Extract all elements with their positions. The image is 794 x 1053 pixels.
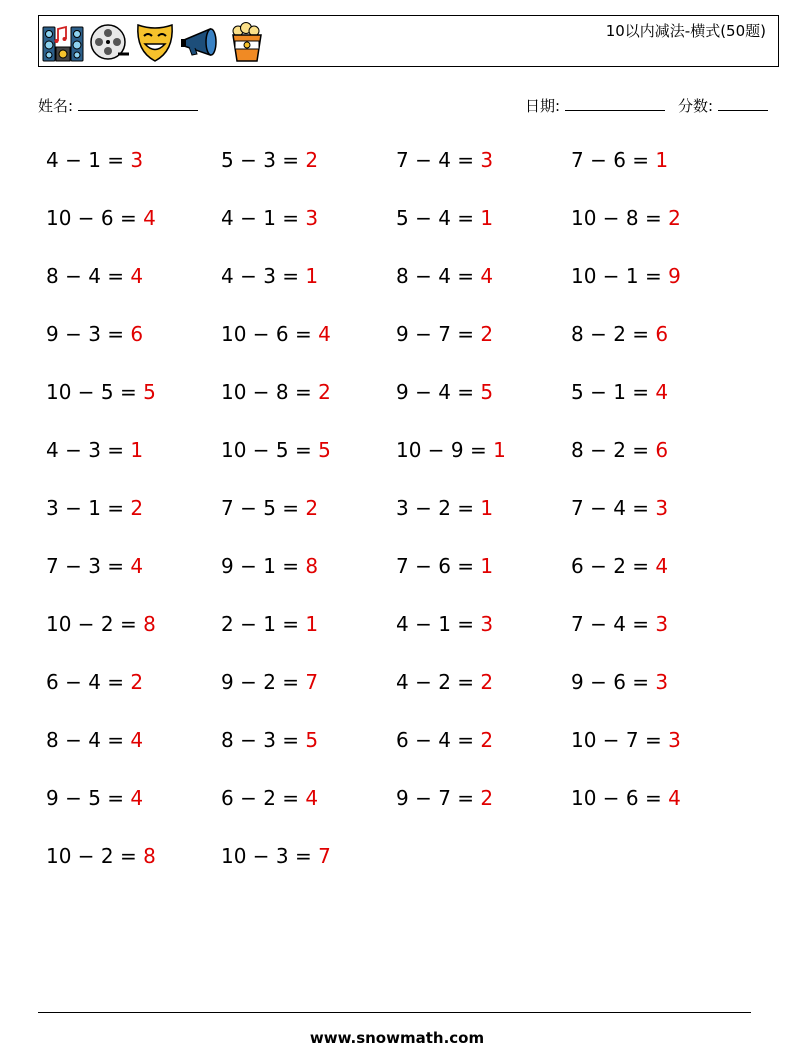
- problem-answer: 2: [130, 496, 144, 520]
- problem-item: [46, 264, 143, 288]
- problem-item: [396, 380, 493, 404]
- problem-question: 4 − 3 =: [221, 264, 306, 288]
- problem-item: [396, 612, 493, 636]
- problem-item: [571, 786, 681, 810]
- problem-question: 3 − 1 =: [46, 496, 131, 520]
- problem-item: [221, 554, 318, 578]
- problem-answer: 2: [305, 148, 319, 172]
- problem-answer: 4: [668, 786, 681, 810]
- problem-answer: 3: [655, 496, 669, 520]
- problem-question: 10 − 3 =: [221, 844, 319, 868]
- problem-question: 4 − 1 =: [396, 612, 481, 636]
- problem-question: 7 − 3 =: [46, 554, 131, 578]
- problem-answer: 1: [480, 206, 494, 230]
- problem-question: 10 − 9 =: [396, 438, 494, 462]
- problem-answer: 5: [318, 438, 331, 462]
- score-field: [678, 95, 768, 116]
- speakers-music-icon: [42, 21, 84, 63]
- problem-item: [46, 612, 156, 636]
- problem-answer: 1: [130, 438, 144, 462]
- problem-item: [221, 322, 331, 346]
- name-blank: [78, 96, 198, 111]
- problem-question: 10 − 8 =: [571, 206, 669, 230]
- problem-answer: 2: [480, 786, 494, 810]
- problem-question: 8 − 3 =: [221, 728, 306, 752]
- problem-answer: 6: [655, 438, 669, 462]
- problem-answer: 5: [305, 728, 319, 752]
- problem-answer: 2: [480, 728, 494, 752]
- problem-question: 5 − 3 =: [221, 148, 306, 172]
- problem-item: [396, 496, 493, 520]
- worksheet-title: 10以内减法-横式(50题): [605, 22, 766, 40]
- problem-item: [221, 786, 318, 810]
- problem-item: [221, 206, 318, 230]
- problem-question: 9 − 5 =: [46, 786, 131, 810]
- film-reel-icon: [88, 21, 130, 63]
- problem-item: [396, 554, 493, 578]
- problem-question: 10 − 1 =: [571, 264, 669, 288]
- problem-answer: 2: [305, 496, 319, 520]
- problem-answer: 4: [143, 206, 156, 230]
- problem-question: 5 − 4 =: [396, 206, 481, 230]
- date-field: [525, 95, 665, 116]
- problem-answer: 3: [655, 670, 669, 694]
- score-blank: [718, 96, 768, 111]
- problem-item: [221, 264, 318, 288]
- problem-item: [46, 496, 143, 520]
- problem-answer: 3: [668, 728, 681, 752]
- problem-answer: 6: [130, 322, 144, 346]
- problem-answer: 1: [480, 554, 494, 578]
- problem-item: [46, 206, 156, 230]
- problem-item: [571, 728, 681, 752]
- megaphone-icon: [180, 21, 222, 63]
- problem-question: 4 − 1 =: [221, 206, 306, 230]
- problem-answer: 8: [143, 612, 156, 636]
- problem-question: 7 − 6 =: [571, 148, 656, 172]
- problem-item: [46, 438, 143, 462]
- footer-website: www.snowmath.com: [309, 1029, 485, 1047]
- problem-answer: 1: [493, 438, 506, 462]
- name-label: 姓名:: [38, 97, 74, 115]
- problem-question: 8 − 4 =: [396, 264, 481, 288]
- problem-item: [221, 844, 331, 868]
- problem-question: 9 − 7 =: [396, 786, 481, 810]
- problem-answer: 8: [143, 844, 156, 868]
- problem-answer: 1: [480, 496, 494, 520]
- problem-item: [46, 380, 156, 404]
- problem-item: [396, 786, 493, 810]
- problem-answer: 2: [130, 670, 144, 694]
- problem-answer: 6: [655, 322, 669, 346]
- problem-answer: 3: [655, 612, 669, 636]
- problem-item: [571, 380, 668, 404]
- problem-item: [46, 554, 143, 578]
- problem-item: [46, 786, 143, 810]
- problem-answer: 2: [480, 670, 494, 694]
- problem-item: [571, 148, 668, 172]
- problem-item: [571, 496, 668, 520]
- problem-item: [221, 496, 318, 520]
- problem-answer: 3: [130, 148, 144, 172]
- problem-question: 10 − 7 =: [571, 728, 669, 752]
- problem-item: [571, 554, 668, 578]
- problem-item: [396, 728, 493, 752]
- problem-answer: 7: [305, 670, 319, 694]
- problem-answer: 4: [480, 264, 494, 288]
- problem-item: [396, 206, 493, 230]
- problem-item: [221, 148, 318, 172]
- problem-answer: 8: [305, 554, 319, 578]
- problem-answer: 3: [480, 148, 494, 172]
- problem-item: [396, 670, 493, 694]
- problem-question: 10 − 8 =: [221, 380, 319, 404]
- problem-item: [46, 148, 143, 172]
- problem-item: [46, 728, 143, 752]
- problem-answer: 3: [305, 206, 319, 230]
- problem-answer: 2: [668, 206, 681, 230]
- problem-answer: 3: [480, 612, 494, 636]
- problem-answer: 2: [318, 380, 331, 404]
- problem-question: 7 − 5 =: [221, 496, 306, 520]
- problem-question: 4 − 3 =: [46, 438, 131, 462]
- name-field: [38, 95, 198, 116]
- problem-question: 7 − 4 =: [396, 148, 481, 172]
- problem-question: 7 − 6 =: [396, 554, 481, 578]
- problem-item: [46, 322, 143, 346]
- problem-question: 9 − 7 =: [396, 322, 481, 346]
- problem-answer: 4: [130, 728, 144, 752]
- problem-item: [571, 438, 668, 462]
- problem-question: 5 − 1 =: [571, 380, 656, 404]
- problem-item: [571, 670, 668, 694]
- problem-item: [221, 380, 331, 404]
- problem-item: [221, 670, 318, 694]
- problem-item: [396, 322, 493, 346]
- problem-item: [571, 612, 668, 636]
- problem-answer: 4: [130, 786, 144, 810]
- problem-question: 7 − 4 =: [571, 612, 656, 636]
- problem-answer: 2: [480, 322, 494, 346]
- problem-answer: 7: [318, 844, 331, 868]
- problem-answer: 1: [655, 148, 669, 172]
- problem-question: 6 − 4 =: [46, 670, 131, 694]
- problem-question: 8 − 2 =: [571, 322, 656, 346]
- problem-answer: 4: [305, 786, 319, 810]
- footer-divider: [38, 1012, 751, 1013]
- problem-question: 6 − 2 =: [221, 786, 306, 810]
- problem-item: [46, 670, 143, 694]
- problem-item: [46, 844, 156, 868]
- problem-answer: 4: [130, 264, 144, 288]
- problem-question: 8 − 4 =: [46, 264, 131, 288]
- problem-item: [396, 148, 493, 172]
- problem-question: 10 − 2 =: [46, 844, 144, 868]
- problem-question: 6 − 2 =: [571, 554, 656, 578]
- score-label: 分数:: [678, 97, 714, 115]
- problem-question: 10 − 5 =: [221, 438, 319, 462]
- problem-question: 10 − 6 =: [571, 786, 669, 810]
- problem-answer: 4: [130, 554, 144, 578]
- problem-question: 10 − 6 =: [221, 322, 319, 346]
- problem-answer: 5: [480, 380, 494, 404]
- problem-answer: 4: [318, 322, 331, 346]
- header-box: [38, 15, 779, 67]
- problem-question: 10 − 5 =: [46, 380, 144, 404]
- problem-question: 4 − 2 =: [396, 670, 481, 694]
- problem-answer: 5: [143, 380, 156, 404]
- problem-question: 3 − 2 =: [396, 496, 481, 520]
- problem-answer: 1: [305, 264, 319, 288]
- problem-question: 10 − 6 =: [46, 206, 144, 230]
- problem-answer: 4: [655, 380, 669, 404]
- problem-item: [221, 728, 318, 752]
- header-icons: [42, 20, 268, 64]
- problem-item: [571, 322, 668, 346]
- problem-item: [221, 438, 331, 462]
- problem-question: 9 − 6 =: [571, 670, 656, 694]
- problem-question: 7 − 4 =: [571, 496, 656, 520]
- problem-item: [396, 264, 493, 288]
- problem-question: 9 − 1 =: [221, 554, 306, 578]
- date-blank: [565, 96, 665, 111]
- problem-question: 8 − 2 =: [571, 438, 656, 462]
- problem-question: 10 − 2 =: [46, 612, 144, 636]
- problem-item: [571, 264, 681, 288]
- problem-question: 6 − 4 =: [396, 728, 481, 752]
- comedy-mask-icon: [134, 21, 176, 63]
- problem-answer: 4: [655, 554, 669, 578]
- problem-item: [221, 612, 318, 636]
- problem-question: 4 − 1 =: [46, 148, 131, 172]
- problem-item: [571, 206, 681, 230]
- popcorn-icon: [226, 21, 268, 63]
- problem-question: 9 − 2 =: [221, 670, 306, 694]
- problem-question: 9 − 4 =: [396, 380, 481, 404]
- problem-question: 9 − 3 =: [46, 322, 131, 346]
- problem-question: 8 − 4 =: [46, 728, 131, 752]
- problem-question: 2 − 1 =: [221, 612, 306, 636]
- problem-answer: 9: [668, 264, 681, 288]
- problem-item: [396, 438, 506, 462]
- problem-answer: 1: [305, 612, 319, 636]
- date-label: 日期:: [525, 97, 561, 115]
